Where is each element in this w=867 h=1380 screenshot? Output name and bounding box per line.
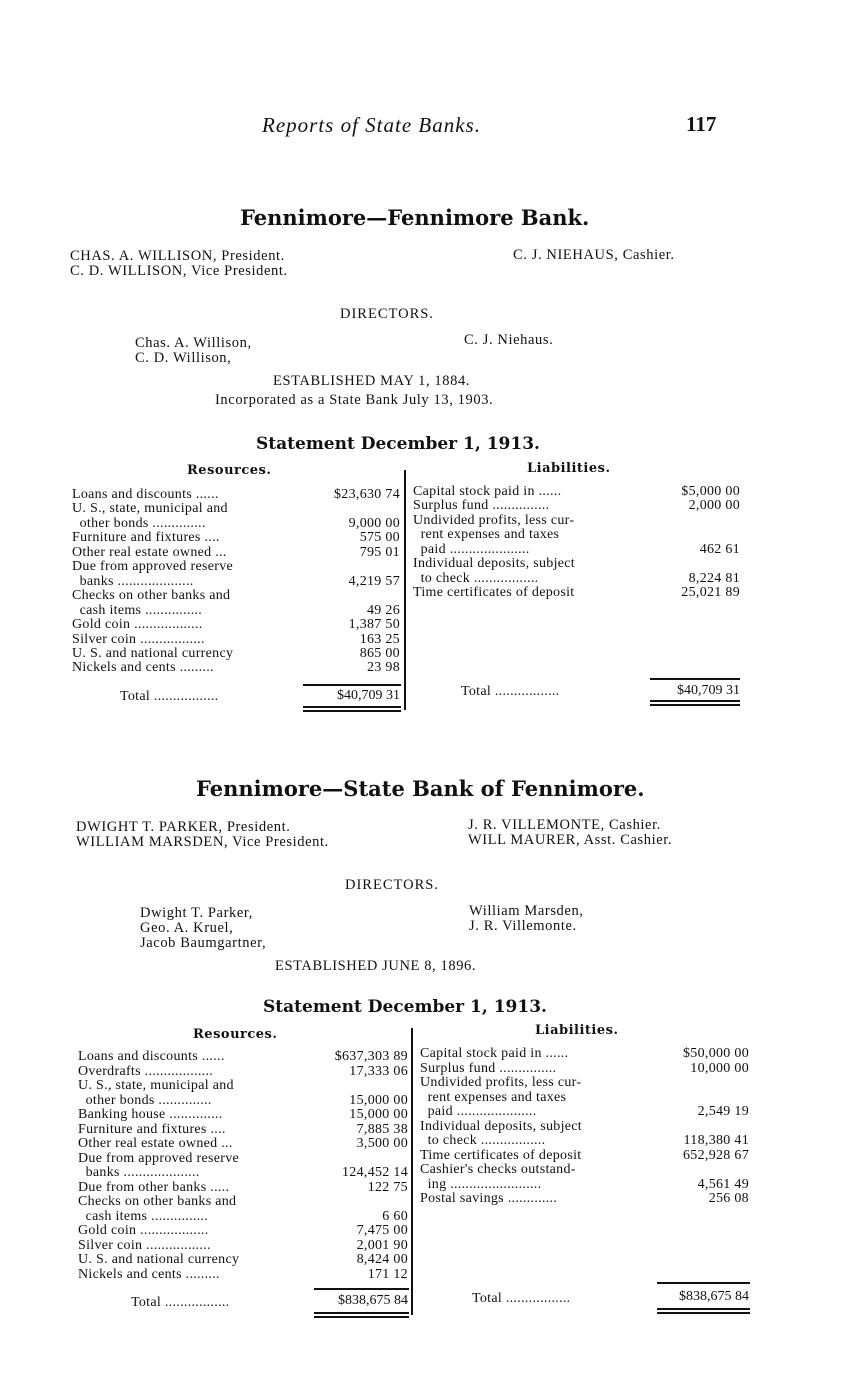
bank1-statement-title: Statement December 1, 1913. [256, 434, 540, 454]
bank1-resource-row [72, 588, 400, 603]
bank2-liability-row [420, 1046, 749, 1061]
bank1-liability-label: rent expenses and taxes [413, 527, 560, 543]
bank2-liability-label: Postal savings ............. [420, 1191, 558, 1206]
bank2-title: Fennimore—State Bank of Fennimore. [196, 776, 645, 801]
bank1-resources-heading: Resources. [187, 463, 272, 478]
bank2-resource-label: Banking house .............. [78, 1107, 223, 1122]
bank2-resource-amount: 7,475 00 [356, 1223, 408, 1238]
bank2-resource-row [78, 1223, 408, 1238]
bank2-resource-amount: 7,885 38 [356, 1121, 408, 1137]
bank1-resource-label: Nickels and cents ......... [72, 660, 214, 676]
bank2-officer-asst-cashier: WILL MAURER, Asst. Cashier. [468, 832, 673, 848]
bank1-liability-row [413, 556, 740, 571]
bank2-liability-label: Surplus fund ............... [420, 1060, 557, 1076]
bank1-liability-label: Capital stock paid in ...... [413, 484, 562, 499]
bank2-liability-label: rent expenses and taxes [420, 1089, 567, 1105]
bank2-liability-label: ing ........................ [420, 1176, 542, 1192]
bank2-resource-label: cash items ............... [78, 1208, 209, 1224]
bank1-resource-label: Loans and discounts ...... [72, 487, 219, 502]
bank1-director: Chas. A. Willison, [135, 335, 252, 351]
bank2-liability-row [420, 1191, 749, 1206]
bank1-liability-amount: 2,000 00 [688, 498, 740, 514]
bank1-resource-label: cash items ............... [72, 602, 203, 618]
bank2-resource-label: Overdrafts .................. [78, 1063, 214, 1079]
bank1-liability-label: paid ..................... [413, 541, 530, 557]
bank2-resource-row [78, 1078, 408, 1093]
bank1-resource-label: U. S. and national currency [72, 645, 234, 661]
bank2-established: ESTABLISHED JUNE 8, 1896. [275, 958, 477, 974]
bank2-resources-double-rule [314, 1312, 409, 1314]
bank2-liability-label: Time certificates of deposit [420, 1147, 582, 1163]
bank2-resource-label: Furniture and fixtures .... [78, 1121, 226, 1137]
bank1-liability-row [413, 585, 740, 600]
bank2-liability-amount: 4,561 49 [697, 1176, 749, 1192]
bank1-liability-row [413, 484, 740, 499]
bank2-liability-row [420, 1075, 749, 1090]
bank2-resource-amount: 124,452 14 [342, 1165, 408, 1180]
bank1-title: Fennimore—Fennimore Bank. [240, 205, 590, 230]
bank1-resource-label: Checks on other banks and [72, 588, 231, 604]
bank1-liabilities-double-rule [650, 704, 740, 706]
bank1-liability-label: to check ................. [413, 570, 539, 586]
bank1-resource-label: Gold coin .................. [72, 617, 203, 633]
bank2-liability-amount: $50,000 00 [683, 1046, 749, 1061]
bank2-liabilities-double-rule [657, 1312, 750, 1314]
bank2-liability-amount: 10,000 00 [690, 1060, 749, 1076]
bank1-liability-label: Time certificates of deposit [413, 585, 575, 601]
bank2-resource-row [78, 1064, 408, 1079]
bank2-liability-amount: 256 08 [708, 1191, 749, 1206]
bank1-directors-heading: DIRECTORS. [340, 306, 434, 322]
bank2-liability-row [420, 1162, 749, 1177]
bank1-liabilities-rule [650, 678, 740, 680]
bank1-liabilities-total-label: Total ................. [461, 684, 560, 699]
bank1-resources-total-label: Total ................. [120, 689, 219, 704]
bank2-resource-row [78, 1093, 408, 1108]
bank1-liability-amount: 462 61 [699, 541, 740, 557]
bank2-resource-label: Checks on other banks and [78, 1194, 237, 1209]
bank2-director: Jacob Baumgartner, [140, 935, 267, 951]
bank1-column-divider [404, 470, 406, 710]
bank1-resource-row [72, 646, 400, 661]
bank2-resource-row [78, 1049, 408, 1064]
bank2-resource-amount: 122 75 [367, 1179, 408, 1195]
bank2-resource-label: Due from other banks ..... [78, 1179, 230, 1195]
bank1-director: C. D. Willison, [135, 350, 232, 366]
bank1-liability-row [413, 527, 740, 542]
bank2-liabilities-double-rule [657, 1308, 750, 1310]
bank2-column-divider [411, 1028, 413, 1315]
bank2-resources-double-rule [314, 1316, 409, 1318]
bank2-liability-label: Capital stock paid in ...... [420, 1046, 569, 1061]
bank1-resource-label: Furniture and fixtures .... [72, 530, 220, 546]
bank1-resources-double-rule [303, 706, 401, 708]
bank1-resource-row [72, 559, 400, 574]
bank2-resource-amount: 3,500 00 [356, 1136, 408, 1151]
bank1-resource-label: other bonds .............. [72, 515, 206, 531]
bank2-liability-row [420, 1119, 749, 1134]
bank2-liabilities-total: $838,675 84 [679, 1289, 749, 1304]
bank2-resources-total: $838,675 84 [338, 1293, 408, 1308]
bank1-resource-label: banks .................... [72, 573, 194, 589]
bank1-liability-amount: $5,000 00 [681, 484, 740, 499]
bank1-liabilities-double-rule [650, 700, 740, 702]
bank1-officer-cashier: C. J. NIEHAUS, Cashier. [513, 247, 675, 263]
bank2-resource-amount: 15,000 00 [349, 1107, 408, 1122]
bank2-liability-label: Undivided profits, less cur- [420, 1075, 582, 1090]
bank2-resources-rule [314, 1288, 409, 1290]
bank1-liability-row [413, 513, 740, 528]
bank2-resource-amount: $637,303 89 [334, 1049, 408, 1064]
bank1-officer-vice-president: C. D. WILLISON, Vice President. [70, 263, 288, 279]
bank2-resource-amount: 8,424 00 [356, 1252, 408, 1267]
bank1-resources-double-rule [303, 710, 401, 712]
bank1-resource-amount: 163 25 [359, 631, 400, 647]
bank2-resource-label: Loans and discounts ...... [78, 1049, 225, 1064]
bank2-resource-label: Due from approved reserve [78, 1150, 240, 1166]
bank2-liability-row [420, 1104, 749, 1119]
bank2-director: Geo. A. Kruel, [140, 920, 234, 936]
bank1-resource-label: Other real estate owned ... [72, 544, 227, 560]
bank1-resource-amount: 23 98 [367, 660, 400, 676]
bank2-resource-amount: 6 60 [382, 1208, 408, 1224]
bank2-liability-row [420, 1061, 749, 1076]
bank2-resource-row [78, 1252, 408, 1267]
bank1-liability-label: Surplus fund ............... [413, 498, 550, 514]
bank2-officer-president: DWIGHT T. PARKER, President. [76, 819, 291, 835]
bank2-resource-row [78, 1136, 408, 1151]
bank2-liability-label: Individual deposits, subject [420, 1118, 582, 1134]
bank1-resource-amount: 1,387 50 [348, 617, 400, 633]
bank1-resource-row [72, 545, 400, 560]
bank1-established: ESTABLISHED MAY 1, 1884. [273, 373, 471, 389]
bank2-resources-total-label: Total ................. [131, 1295, 230, 1310]
bank2-liability-row [420, 1133, 749, 1148]
bank2-liability-row [420, 1148, 749, 1163]
bank1-resources-total: $40,709 31 [337, 688, 400, 703]
bank2-resource-amount: 171 12 [367, 1266, 408, 1282]
bank2-liability-amount: 118,380 41 [683, 1133, 749, 1148]
bank1-liability-row [413, 542, 740, 557]
page-number: 117 [686, 112, 717, 136]
bank1-liability-label: Individual deposits, subject [413, 556, 575, 572]
bank2-resource-label: banks .................... [78, 1165, 200, 1180]
bank2-resource-row [78, 1209, 408, 1224]
bank2-resource-row [78, 1238, 408, 1253]
bank1-resource-amount: 9,000 00 [348, 515, 400, 531]
bank2-director: William Marsden, [469, 903, 584, 919]
bank2-liability-amount: 2,549 19 [697, 1104, 749, 1119]
bank1-liability-label: Undivided profits, less cur- [413, 512, 575, 528]
bank2-resource-row [78, 1194, 408, 1209]
bank2-resource-amount: 17,333 06 [349, 1063, 408, 1079]
bank1-officer-president: CHAS. A. WILLISON, President. [70, 248, 285, 264]
bank2-resource-amount: 15,000 00 [349, 1092, 408, 1108]
bank1-liability-row [413, 571, 740, 586]
bank2-liability-row [420, 1177, 749, 1192]
bank2-resource-label: Silver coin ................. [78, 1237, 211, 1253]
bank2-liability-label: to check ................. [420, 1133, 546, 1148]
bank2-officer-vice-president: WILLIAM MARSDEN, Vice President. [76, 834, 329, 850]
bank1-liabilities-heading: Liabilities. [527, 461, 611, 476]
bank2-resource-row [78, 1122, 408, 1137]
bank1-resource-row [72, 603, 400, 618]
bank1-resource-row [72, 501, 400, 516]
bank1-resource-amount: 575 00 [359, 530, 400, 546]
bank2-resource-label: other bonds .............. [78, 1092, 212, 1108]
bank1-liability-amount: 25,021 89 [681, 585, 740, 601]
bank1-resource-amount: 865 00 [359, 645, 400, 661]
bank1-resource-row [72, 574, 400, 589]
bank2-director: J. R. Villemonte. [469, 918, 577, 934]
bank2-resource-row [78, 1107, 408, 1122]
bank1-resources-rule [303, 684, 401, 686]
bank1-resource-label: Due from approved reserve [72, 559, 234, 575]
bank1-resource-amount: 795 01 [359, 544, 400, 560]
bank2-resource-row [78, 1267, 408, 1282]
bank2-officer-cashier: J. R. VILLEMONTE, Cashier. [468, 817, 661, 833]
bank2-statement-title: Statement December 1, 1913. [263, 997, 547, 1017]
bank1-resource-amount: 49 26 [367, 602, 400, 618]
bank1-incorporated: Incorporated as a State Bank July 13, 1903. [215, 392, 494, 408]
bank2-liabilities-total-label: Total ................. [472, 1291, 571, 1306]
bank2-resources-heading: Resources. [193, 1027, 278, 1042]
bank1-director: C. J. Niehaus. [464, 332, 554, 348]
bank1-resource-label: Silver coin ................. [72, 631, 205, 647]
bank1-liability-amount: 8,224 81 [688, 570, 740, 586]
bank1-resource-row [72, 530, 400, 545]
bank2-resource-amount: 2,001 90 [356, 1237, 408, 1253]
bank1-resource-row [72, 487, 400, 502]
bank1-liabilities-total: $40,709 31 [677, 683, 740, 698]
bank1-liability-row [413, 498, 740, 513]
bank1-resource-row [72, 632, 400, 647]
bank2-liability-amount: 652,928 67 [683, 1147, 749, 1163]
bank1-resource-amount: $23,630 74 [334, 487, 400, 502]
bank2-resource-label: U. S., state, municipal and [78, 1078, 234, 1093]
bank1-resource-row [72, 660, 400, 675]
bank2-resource-row [78, 1180, 408, 1195]
bank2-resource-label: Gold coin .................. [78, 1223, 209, 1238]
bank2-resource-label: Other real estate owned ... [78, 1136, 233, 1151]
bank2-resource-label: U. S. and national currency [78, 1252, 240, 1267]
bank2-liability-row [420, 1090, 749, 1105]
bank2-liability-label: Cashier's checks outstand- [420, 1162, 576, 1177]
bank1-resource-row [72, 617, 400, 632]
bank2-directors-heading: DIRECTORS. [345, 877, 439, 893]
bank2-resource-label: Nickels and cents ......... [78, 1266, 220, 1282]
bank2-liabilities-rule [657, 1282, 750, 1284]
running-title: Reports of State Banks. [262, 113, 481, 137]
bank1-resource-row [72, 516, 400, 531]
bank2-liability-label: paid ..................... [420, 1104, 537, 1119]
bank1-resource-label: U. S., state, municipal and [72, 501, 228, 517]
bank2-resource-row [78, 1151, 408, 1166]
bank2-director: Dwight T. Parker, [140, 905, 253, 921]
bank1-resource-amount: 4,219 57 [348, 573, 400, 589]
bank2-resource-row [78, 1165, 408, 1180]
bank2-liabilities-heading: Liabilities. [535, 1023, 619, 1038]
